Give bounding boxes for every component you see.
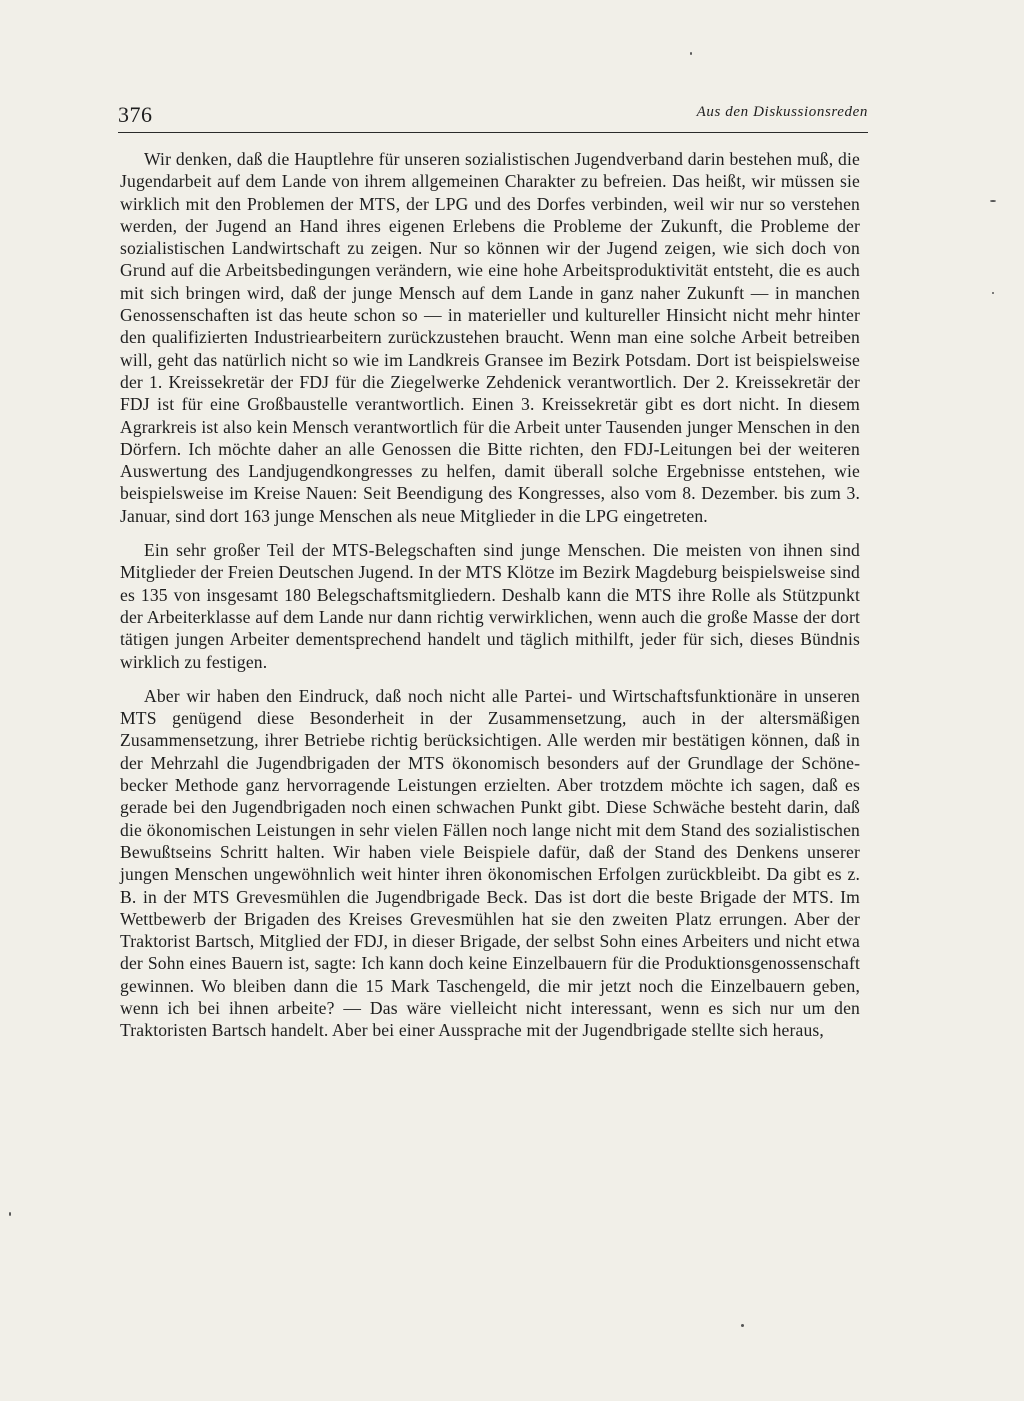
scan-speck [690,52,692,55]
scan-speck [990,200,996,202]
scan-speck [9,1212,11,1216]
page-number: 376 [118,102,153,127]
paragraph-1: Wir denken, daß die Hauptlehre für unseren sozialistischen Jugendverband darin bestehen muß, die Jugendarbeit auf dem Lande von ihrem allgemeinen Charakter zu befreien. Das heißt, wir müssen sie wirklich mit den Problemen der MTS, der LPG und des Dorfes verbinden, weil wir nur so verstehen werden, der Jugend an Hand ihres eigenen Erlebens die Probleme der Zukunft, die Probleme der sozialistischen Landwirtschaft zu zeigen. Nur so können wir der Jugend zeigen, wie sich doch von Grund auf die Arbeitsbedingungen verändern, wie eine hohe Arbeitsproduktivität entsteht, die es auch mit sich bringen wird, daß der junge Mensch auf dem Lande in ganz naher Zukunft — in manchen Genossenschaften ist das heute schon so — in materieller und kultureller Hinsicht nicht mehr hinter den qualifizierten Industriearbeitern zurückzustehen braucht. Wenn man eine solche Arbeit betreiben will, geht das natürlich nicht so wie im Landkreis Gransee im Bezirk Potsdam. Dort ist beispielsweise der 1. Kreissekretär der FDJ für die Ziegelwerke Zehdenick verantwortlich. Der 2. Kreissekretär der FDJ ist für eine Großbaustelle verantwortlich. Einen 3. Kreissekretär gibt es dort nicht. In diesem Agrarkreis ist also kein Mensch verantwortlich für die Arbeit unter Tausenden junger Menschen in den Dörfern. Ich möchte daher an alle Genossen die Bitte richten, den FDJ-Leitungen bei der weiteren Auswertung des Landjugendkongresses zu helfen, damit überall solche Ergebnisse entstehen, wie beispielsweise im Kreise Nauen: Seit Beendigung des Kongresses, also vom 8. Dezember. bis zum 3. Januar, sind dort 163 junge Menschen als neue Mitglieder in die LPG eingetreten. [120,149,860,526]
scan-speck [992,292,994,294]
paragraph-3: Aber wir haben den Eindruck, daß noch nicht alle Partei- und Wirtschaftsfunktionäre in unseren MTS genügend diese Besonderheit in der Zusammensetzung, auch in der altersmäßigen Zusammensetzung, ihrer Betriebe richtig berücksichtigen. Alle werden mir bestätigen können, daß in der Mehrzahl die Jugendbrigaden der MTS ökonomisch besonders auf der Grundlage der Schönebecker Methode ganz hervorragende Leistungen erzielten. Aber trotzdem möchte ich sagen, daß es gerade bei den Jugendbrigaden noch einen schwachen Punkt gibt. Diese Schwäche besteht darin, daß die ökonomischen Leistungen in sehr vielen Fällen noch lange nicht mit dem Stand des sozialistischen Bewußtseins Schritt halten. Wir haben viele Beispiele dafür, daß der Stand des Denkens unserer jungen Menschen ungewöhnlich weit hinter ihren ökonomischen Erfolgen zurückbleibt. Da gibt es z. B. in der MTS Grevesmühlen die Jugendbrigade Beck. Das ist dort die beste Brigade der MTS. Im Wettbewerb der Brigaden des Kreises Grevesmühlen hat sie den zweiten Platz errungen. Aber der Traktorist Bartsch, Mitglied der FDJ, in dieser Brigade, der selbst Sohn eines Arbeiters und nicht etwa der Sohn eines Bauern ist, sagte: Ich kann doch keine Einzelbauern für die Produktionsgenossenschaft gewinnen. Wo bleiben dann die 15 Mark Taschengeld, die mir jetzt noch die Einzelbauern geben, wenn ich bei ihnen arbeite? — Das wäre vielleicht nicht interessant, wenn es sich nur um den Traktoristen Bartsch handelt. Aber bei einer Aussprache mit der Jugendbrigade stellte sich heraus, [120,685,860,1041]
body-text [120,148,860,1042]
page-header [118,100,868,133]
scan-speck [741,1324,744,1327]
paragraph-2: Ein sehr großer Teil der MTS-Belegschaften sind junge Menschen. Die meisten von ihnen sind Mitglieder der Freien Deutschen Jugend. In der MTS Klötze im Bezirk Magdeburg beispielsweise sind es 135 von insgesamt 180 Belegschaftsmitgliedern. Deshalb kann die MTS ihre Rolle als Stützpunkt der Arbeiterklasse auf dem Lande nur dann richtig verwirklichen, wenn auch die große Masse der dort tätigen jungen Arbeiter dementsprechend handelt und täglich mithilft, jeder für sich, dieses Bündnis wirklich zu festigen. [120,540,860,672]
running-head: Aus den Diskussionsreden [696,104,868,120]
